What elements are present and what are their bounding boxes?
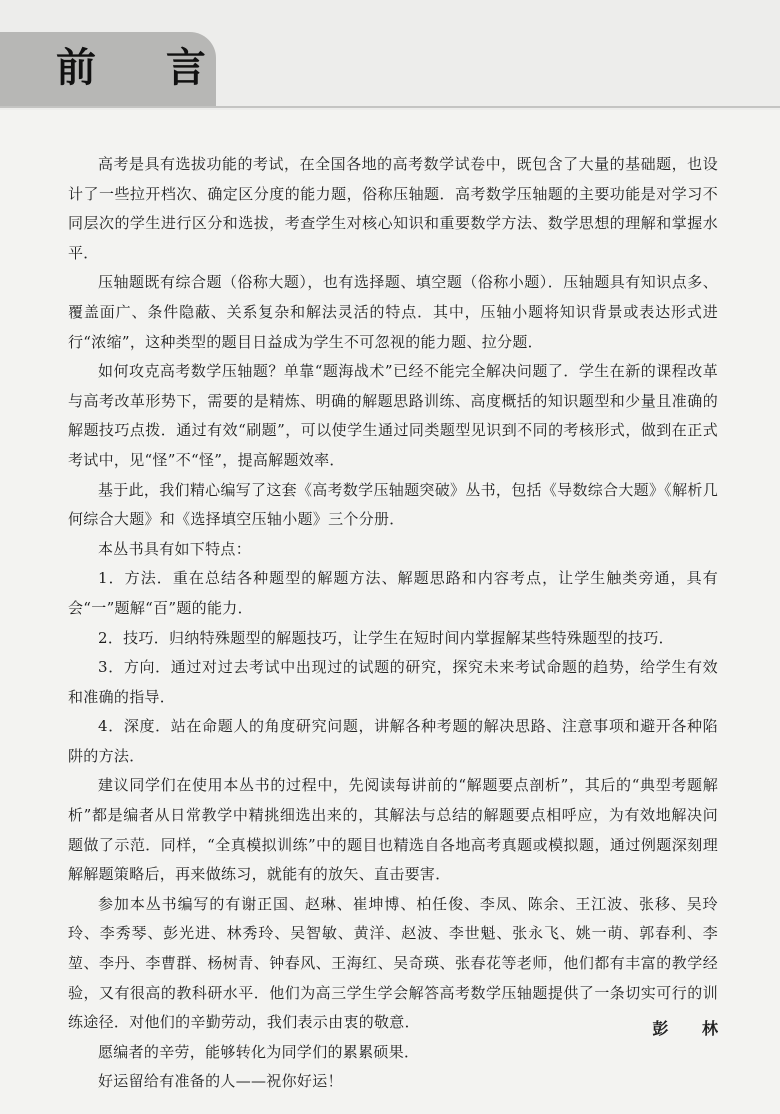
author-signature: 彭 林	[652, 1019, 732, 1038]
feature-technique: 2．技巧．归纳特殊题型的解题技巧，让学生在短时间内掌握解某些特殊题型的技巧．	[98, 628, 674, 647]
preface-body	[68, 150, 718, 1097]
paragraph-3: 如何攻克高考数学压轴题？单靠“题海战术”已经不能完全解决问题了．学生在新的课程改革与高考改革形势下，需要的是精炼、明确的解题思路训练、高度概括的知识题型和少量且准确的解题技巧点拨．通过有效“刷题”，可以使学生通过同类题型见识到不同的考核形式，做到在正式考试中，见“怪”不“怪”，提高解题效率．	[68, 362, 718, 469]
paragraph-wish: 愿编者的辛劳，能够转化为同学们的累累硕果．	[98, 1042, 420, 1061]
feature-method: 1．方法．重在总结各种题型的解题方法、解题思路和内容考点，让学生触类旁通，具有会“一”题解“百”题的能力．	[68, 569, 718, 617]
paragraph-5: 本丛书具有如下特点：	[98, 539, 252, 558]
feature-direction: 3．方向．通过对过去考试中出现过的试题的研究，探究未来考试命题的趋势，给学生有效和准确的指导．	[68, 658, 718, 706]
paragraph-contributors: 参加本丛书编写的有谢正国、赵琳、崔坤博、柏任俊、李凤、陈余、王江波、张移、吴玲玲、李秀琴、彭光进、林秀玲、吴智敏、黄洋、赵波、李世魁、张永飞、姚一萌、郭春利、李堃、李丹、李曹群、杨树青、钟春风、王海红、吴奇瑛、张春花等老师，他们都有丰富的教学经验，又有很高的教科研水平．他们为高三学生学会解答高考数学压轴题提供了一条切实可行的训练途径．对他们的辛勤劳动，我们表示由衷的敬意．	[68, 894, 718, 1032]
page-title: 前 言	[56, 45, 234, 91]
paragraph-2: 压轴题既有综合题（俗称大题），也有选择题、填空题（俗称小题）．压轴题具有知识点多、覆盖面广、条件隐蔽、关系复杂和解法灵活的特点．其中，压轴小题将知识背景或表达形式进行“浓缩”，这种类型的题目日益成为学生不可忽视的能力题、拉分题．	[68, 273, 718, 351]
paragraph-4: 基于此，我们精心编写了这套《高考数学压轴题突破》丛书，包括《导数综合大题》《解析几何综合大题》和《选择填空压轴小题》三个分册．	[68, 480, 718, 529]
paragraph-1: 高考是具有选拔功能的考试，在全国各地的高考数学试卷中，既包含了大量的基础题，也设计了一些拉开档次、确定区分度的能力题，俗称压轴题．高考数学压轴题的主要功能是对学习不同层次的学生进行区分和选拔，考查学生对核心知识和重要数学方法、数学思想的理解和掌握水平．	[68, 155, 718, 262]
paragraph-usage: 建议同学们在使用本丛书的过程中，先阅读每讲前的“解题要点剖析”，其后的“典型考题解析”都是编者从日常教学中精挑细选出来的，其解法与总结的解题要点相呼应，为有效地解决问题做了示范．同样，“全真模拟训练”中的题目也精选自各地高考真题或模拟题，通过例题深刻理解解题策略后，再来做练习，就能有的放矢、直击要害．	[68, 776, 718, 884]
paragraph-good-luck: 好运留给有准备的人——祝你好运！	[98, 1072, 343, 1091]
feature-depth: 4．深度．站在命题人的角度研究问题，讲解各种考题的解决思路、注意事项和避开各种陷阱的方法．	[68, 717, 718, 765]
title-rule	[0, 106, 780, 108]
